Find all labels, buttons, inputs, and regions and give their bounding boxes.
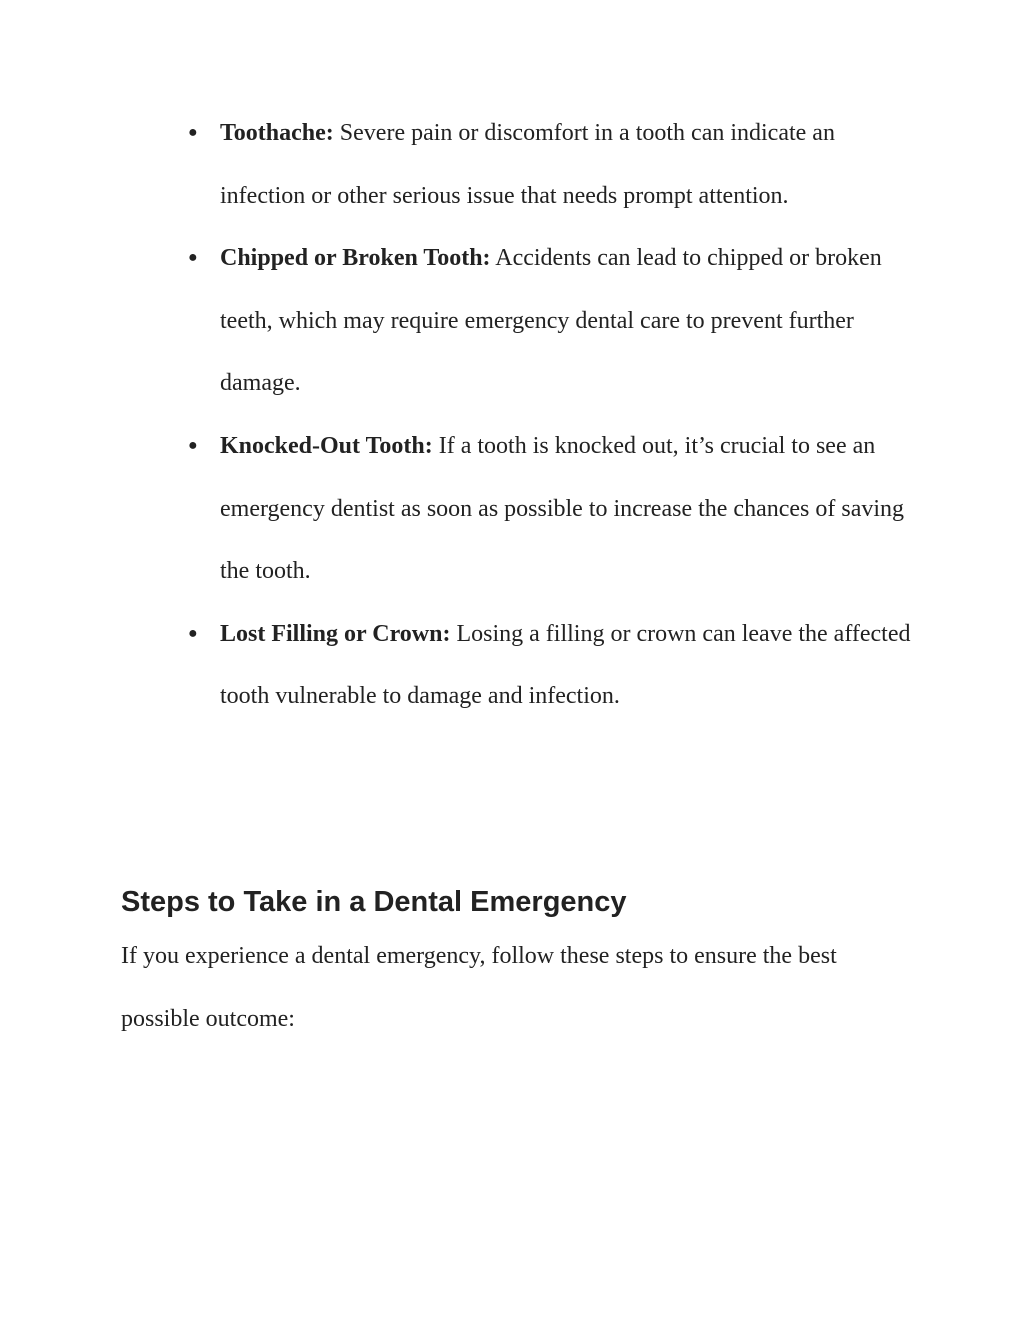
bullet-icon: ● (188, 249, 198, 267)
list-item-toothache (188, 102, 918, 227)
bullet-text: If a tooth is knocked out, it’s crucial to see an emergency dentist as soon as possible to increase the chances of saving the tooth. (220, 432, 905, 585)
list-item-chipped-tooth (188, 227, 918, 415)
bullet-text: Severe pain or discomfort in a tooth can indicate an infection or other serious issue that needs prompt attention. (220, 120, 835, 209)
bullet-icon: ● (188, 436, 198, 454)
intro-paragraph: If you experience a dental emergency, follow these steps to ensure the best possible outcome: (121, 943, 837, 1032)
bullet-icon: ● (188, 624, 198, 642)
bullet-icon: ● (188, 124, 198, 141)
bullet-term: Chipped or Broken Tooth: (220, 245, 491, 272)
bullet-text: Losing a filling or crown can leave the affected tooth vulnerable to damage and infection. (220, 620, 911, 710)
bullet-text: Accidents can lead to chipped or broken teeth, which may require emergency dental care to prevent further damage. (220, 245, 882, 397)
bullet-term: Knocked-Out Tooth: (220, 432, 433, 459)
section-heading: Steps to Take in a Dental Emergency (121, 886, 627, 918)
list-item-lost-filling (188, 603, 918, 728)
emergency-types-list (188, 102, 918, 728)
bullet-term: Lost Filling or Crown: (220, 620, 451, 647)
list-item-knocked-out-tooth (188, 415, 918, 603)
bullet-term: Toothache: (220, 120, 334, 146)
